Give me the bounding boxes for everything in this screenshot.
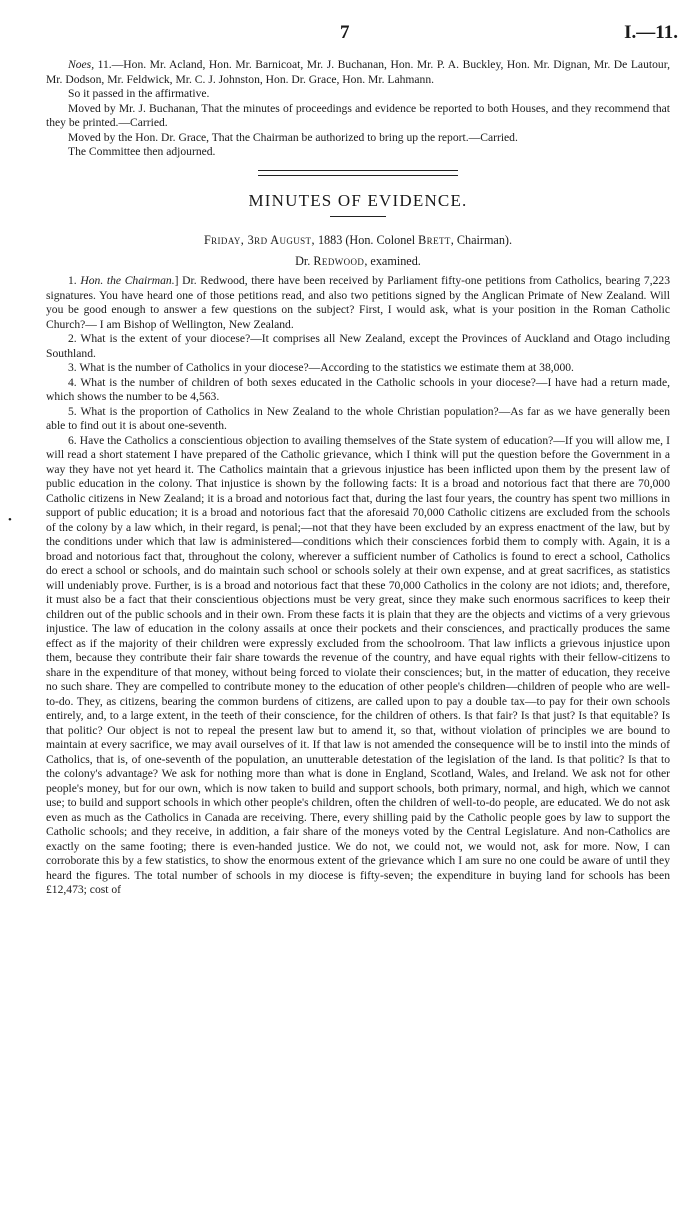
question-3: 3. What is the number of Catholics in your diocese?—According to the statistics we estimate them at 38,000.: [68, 361, 574, 374]
session-date-line: [46, 233, 670, 248]
chairman-suffix: , Chairman).: [450, 233, 513, 247]
session-date-rest: 1883 (Hon. Colonel: [314, 233, 419, 247]
question-1-number: 1.: [68, 274, 81, 287]
question-6: 6. Have the Catholics a conscientious objection to availing themselves of the State system of education?—If you will allow me, I will read a short statement I have prepared of the Catholic grievance, which I think will put the question before the Government in a way they have not yet heard it. The Catholics maintain that a grievous injustice has been inflicted upon them by the present law of public education in the colony. That injustice is shown by the following facts: It is a broad and notorious fact that there are 70,000 Catholic citizens in New Zealand; it is a broad and notorious fact that, during the last four years, the country has spent two millions in support of public education; it is a broad and notorious fact that the aforesaid 70,000 Catholic citizens are excluded from the schools of the colony by a law which, in their regard, is penal;—not that they have been excluded by an express enactment of the law, but by the conditions under which that law is administered—conditions which their consciences forbid them to comply with. Again, it is a broad and notorious fact that, throughout the colony, wherever a sufficient number of Catholics is found to erect a school, Catholics do erect a school or schools, and do maintain such school or schools solely at their own expense, and at great sacrifices, as statistics will undeniably prove. Further, is is a broad and notorious fact that these 70,000 Catholics in the colony are not idiots; and, therefore, it must also be a fact that their conscientious objections must be very great, since they make such enormous sacrifices to keep their children out of the public schools and in their own. From these facts it is plain that they are the objects and victims of a very grievous injustice. The law of education in the colony assails at once their pockets and their consciences, and practically produces the same effect as if the majority of their children were expressly excluded from the schoolroom. That law inflicts a grievous injustice upon them, because they contribute their fair share towards the revenue of the country, and have equal rights with their fellow-citizens to share in the expenditure of that money, without being forced to violate their consciences; but, in the matter of education, they receive no such share. They are compelled to contribute money to the education of other people's children—children of people who are well-to-do. They, as citizens, bearing the common burdens of citizens, are called upon to pay a double tax—to pay for their own schools entirely, and, to a large extent, in the teeth of their conscience, for the children of others. Is that fair? Is that just? Is that equitable? Is that politic? Our object is not to repeal the present law but to amend it, so that, without violation of principles we are bound to maintain at every sacrifice, we may avail ourselves of it. If that law is not amended the consequence will be to instil into the minds of Catholics, that is, of one-seventh of the population, an unutterable detestation of the legislation of the land. Is that politic? Is that to the colony's advantage? We ask for nothing more than what is done in England, Scotland, Wales, and Ireland. We ask not for other people's money, but for our own, which is now taken to build and support schools, both primary, normal, and high, which we cannot use; to build and support schools in which other people's children, often the children of well-to-do people, are educated. We do not ask even as much as the Catholics in Canada are receiving. There, every shilling paid by the Catholic people goes by law to support the Catholic schools; and they receive, in addition, a fair share of the moneys voted by the Central Legislature. And non-Catholics are exactly on the same footing; there is even-handed justice. We do not, we could not, we would not, ask for more. Now, I can corroborate this by a few statistics, to show the enormous extent of the grievance which I am sure no one could be aware of until they heard the figures. The total number of schools in my diocese is fifty-seven; the expenditure in buying land for schools has been £12,473; cost of: [46, 433, 670, 896]
section-title: MINUTES OF EVIDENCE.: [248, 190, 468, 210]
witness-name: Redwood: [313, 253, 365, 268]
question-1-speaker: Hon. the Chairman.: [80, 274, 175, 287]
passed-paragraph: So it passed in the affirmative.: [68, 87, 210, 100]
noes-text: 11.—Hon. Mr. Acland, Hon. Mr. Barnicoat, Mr. J. Buchanan, Hon. Mr. P. A. Buckley, Hon. Mr. Dignan, Mr. De Lautour, Mr. Dodson, Mr. Feldwick, Mr. C. J. Johnston, Hon. Dr. Grace, Hon. Mr. Lahmann.: [46, 58, 670, 86]
moved-paragraph-1: Moved by Mr. J. Buchanan, That the minutes of proceedings and evidence be reported to both Houses, and they recommend that they be printed.—Carried.: [46, 101, 670, 129]
noes-paragraph: [46, 58, 670, 87]
document-reference: I.—11.: [624, 22, 678, 43]
document-body: [46, 58, 670, 898]
moved-paragraph-2: Moved by the Hon. Dr. Grace, That the Chairman be authorized to bring up the report.—Carried.: [68, 130, 518, 144]
page-header: [0, 22, 700, 44]
margin-mark: •: [8, 514, 12, 526]
question-4: 4. What is the number of children of both sexes educated in the Catholic schools in your diocese?—I have had a return made, which shows the number to be 4,563.: [46, 375, 670, 403]
double-rule-divider: [46, 170, 670, 178]
double-rule: [258, 170, 458, 176]
witness-suffix: , examined.: [364, 253, 421, 268]
noes-label: Noes,: [68, 58, 95, 71]
short-rule-divider: [330, 216, 386, 217]
witness-prefix: Dr.: [295, 253, 314, 268]
adjourned-paragraph: The Committee then adjourned.: [68, 145, 216, 158]
question-5: 5. What is the proportion of Catholics in New Zealand to the whole Christian population?—As far as we have generally been able to find out it is about one-seventh.: [46, 404, 670, 432]
session-day: Friday, 3rd August,: [203, 233, 315, 247]
question-2: 2. What is the extent of your diocese?—It comprises all New Zealand, except the Provinces of Auckland and Otago including Southland.: [46, 332, 670, 360]
question-1: [46, 274, 670, 332]
witness-line: [46, 254, 670, 269]
question-1-text: ] Dr. Redwood, there have been received by Parliament fifty-one petitions from Catholics, bearing 7,223 signatures. You have heard one of those petitions read, and also two petitions signed by the Anglican Primate of New Zealand. Will you be good enough to answer a few questions on the subject? First, I would ask, what is your position in the Roman Catholic Church?— I am Bishop of Wellington, New Zealand.: [46, 274, 671, 331]
chairman-name: Brett: [418, 233, 451, 247]
page-number: 7: [340, 22, 350, 43]
